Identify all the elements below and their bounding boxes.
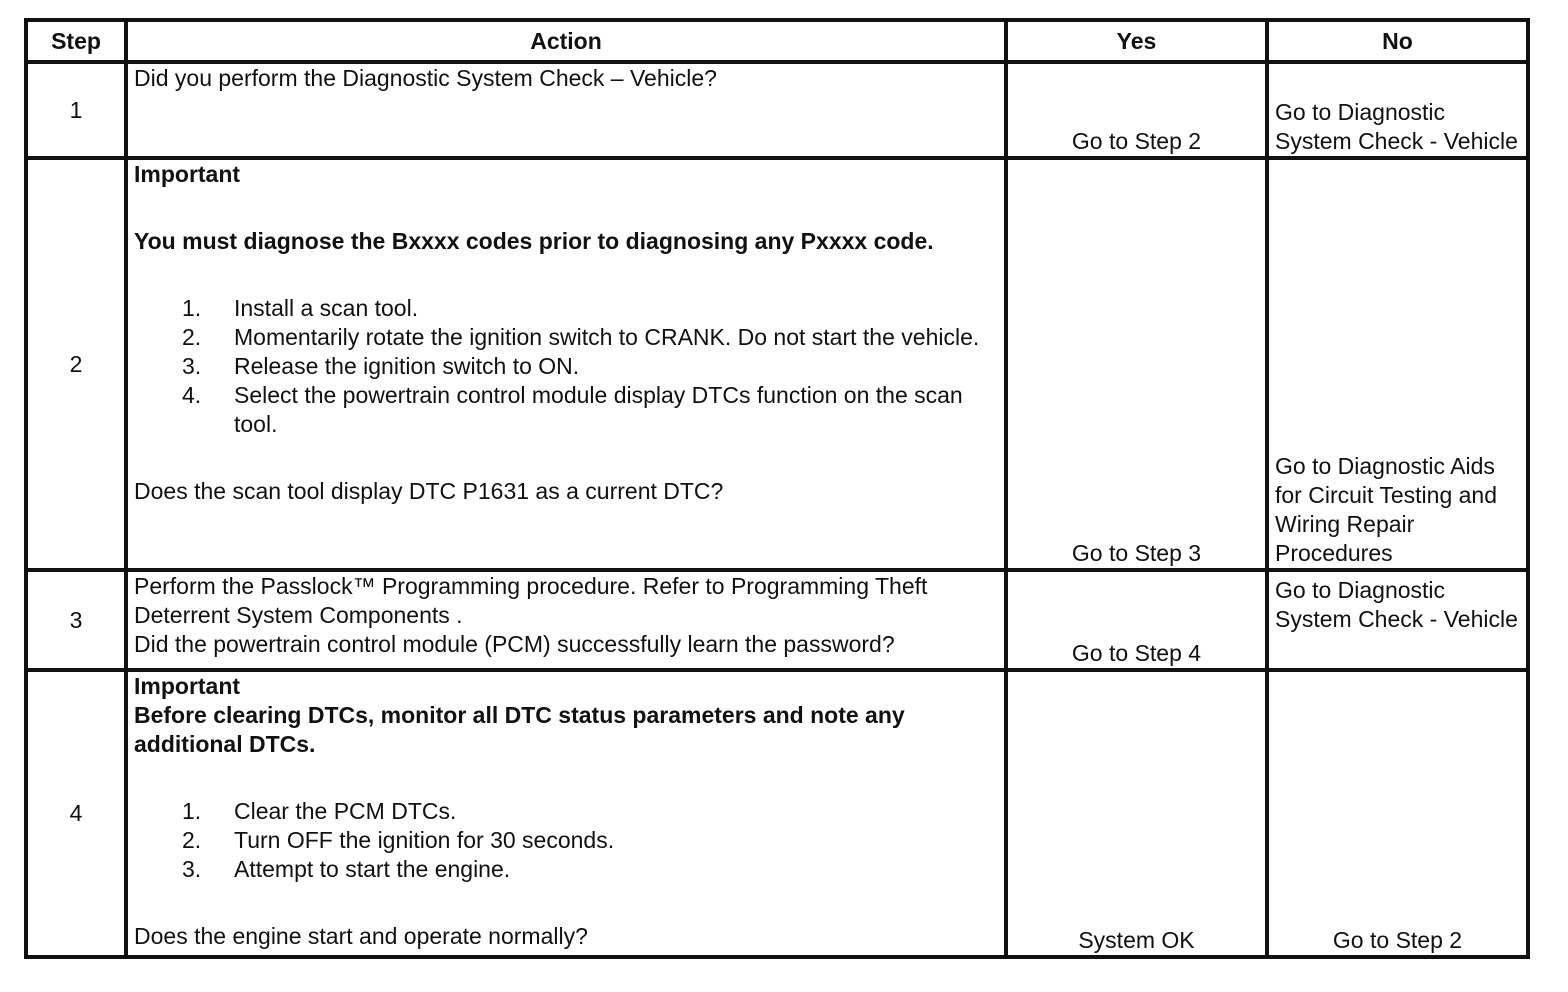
table-row-step-4	[26, 670, 1528, 957]
list-item-number: 2.	[182, 324, 202, 350]
list-item-number: 3.	[182, 856, 202, 882]
list-item-number: 1.	[182, 295, 202, 321]
important-text: You must diagnose the Bxxxx codes prior to diagnosing any Pxxxx code.	[134, 228, 934, 254]
list-item-text: Select the powertrain control module display DTCs function on the scan tool.	[234, 382, 963, 437]
list-item-text: Install a scan tool.	[234, 295, 419, 321]
no-cell: Go to Diagnostic Aids for Circuit Testing and Wiring Repair Procedures	[1267, 158, 1528, 570]
list-item-text: Release the ignition switch to ON.	[234, 353, 580, 379]
header-yes: Yes	[1006, 20, 1267, 62]
list-item-text: Clear the PCM DTCs.	[234, 798, 457, 824]
step-number: 4	[26, 670, 126, 957]
list-item-number: 2.	[182, 827, 202, 853]
header-action: Action	[126, 20, 1006, 62]
table-row-step-2	[26, 158, 1528, 570]
table-row-step-3	[26, 570, 1528, 670]
step-number: 2	[26, 158, 126, 570]
header-step: Step	[26, 20, 126, 62]
action-instruction: Perform the Passlock™ Programming procedure. Refer to Programming Theft Deterrent System Components .	[134, 573, 928, 628]
action-question: Does the engine start and operate normally?	[134, 923, 588, 949]
yes-cell: System OK	[1006, 670, 1267, 957]
list-item	[182, 352, 998, 381]
diagnostic-table	[24, 18, 1530, 959]
no-cell: Go to Step 2	[1267, 670, 1528, 957]
list-item	[182, 826, 998, 855]
no-cell: Go to Diagnostic System Check - Vehicle	[1267, 62, 1528, 158]
list-item	[182, 323, 998, 352]
step-number: 3	[26, 570, 126, 670]
important-title: Important	[134, 673, 241, 699]
action-question: Does the scan tool display DTC P1631 as a current DTC?	[134, 478, 724, 504]
table-row-step-1	[26, 62, 1528, 158]
list-item-text: Attempt to start the engine.	[234, 856, 511, 882]
action-question: Did you perform the Diagnostic System Check – Vehicle?	[134, 65, 717, 91]
important-text: Before clearing DTCs, monitor all DTC status parameters and note any additional DTCs.	[134, 702, 905, 757]
list-item-number: 3.	[182, 353, 202, 379]
list-item	[182, 381, 998, 439]
list-item-text: Turn OFF the ignition for 30 seconds.	[234, 827, 615, 853]
yes-cell: Go to Step 4	[1006, 570, 1267, 670]
step-number: 1	[26, 62, 126, 158]
header-no: No	[1267, 20, 1528, 62]
action-cell	[126, 62, 1006, 158]
procedure-list	[134, 797, 998, 884]
list-item	[182, 797, 998, 826]
list-item-text: Momentarily rotate the ignition switch to CRANK. Do not start the vehicle.	[234, 324, 980, 350]
header-row	[26, 20, 1528, 62]
action-question: Did the powertrain control module (PCM) successfully learn the password?	[134, 631, 895, 657]
important-title: Important	[134, 161, 241, 187]
procedure-list	[134, 294, 998, 439]
no-cell: Go to Diagnostic System Check - Vehicle	[1267, 570, 1528, 670]
list-item	[182, 855, 998, 884]
list-item-number: 1.	[182, 798, 202, 824]
yes-cell: Go to Step 3	[1006, 158, 1267, 570]
list-item-number: 4.	[182, 382, 202, 408]
list-item	[182, 294, 998, 323]
action-cell	[126, 570, 1006, 670]
action-cell	[126, 158, 1006, 570]
yes-cell: Go to Step 2	[1006, 62, 1267, 158]
action-cell	[126, 670, 1006, 957]
